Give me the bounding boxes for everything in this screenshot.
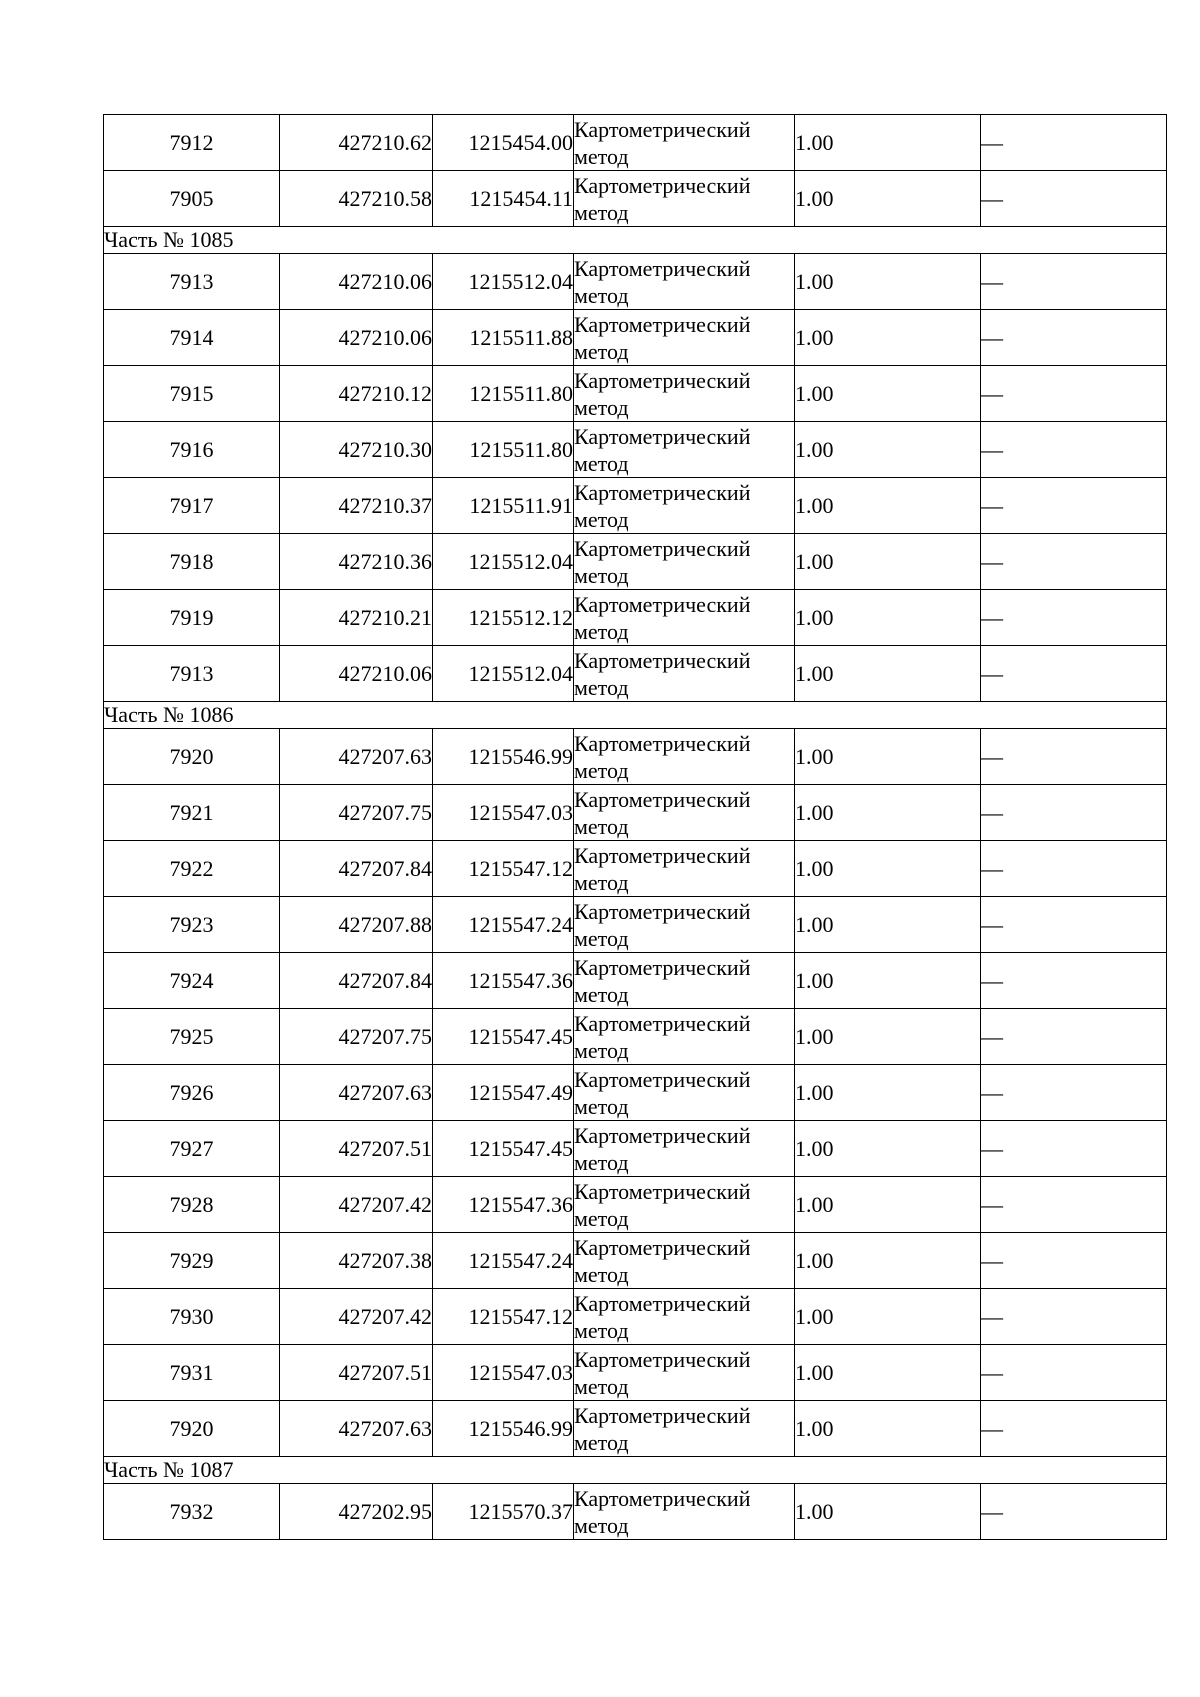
method-line-1: Картометрический (574, 954, 751, 980)
method-line-2: метод (574, 757, 629, 783)
note-cell: — (981, 171, 1167, 227)
table-row (104, 590, 1167, 646)
point-number-cell: 7919 (104, 590, 280, 646)
x-coordinate-cell: 427207.63 (280, 1065, 433, 1121)
point-number-cell: 7930 (104, 1289, 280, 1345)
x-coordinate-cell: 427210.06 (280, 254, 433, 310)
x-coordinate-cell: 427207.42 (280, 1177, 433, 1233)
method-cell (574, 115, 795, 171)
table-row (104, 254, 1167, 310)
y-coordinate-cell: 1215547.12 (433, 841, 574, 897)
x-coordinate-cell: 427207.63 (280, 1401, 433, 1457)
method-line-1: Картометрический (574, 367, 751, 393)
y-coordinate-cell: 1215546.99 (433, 1401, 574, 1457)
point-number-cell: 7913 (104, 646, 280, 702)
method-line-1: Картометрический (574, 423, 751, 449)
method-line-2: метод (574, 1373, 629, 1399)
accuracy-cell: 1.00 (795, 1345, 981, 1401)
method-line-2: метод (574, 618, 629, 644)
method-line-2: метод (574, 450, 629, 476)
point-number-cell: 7924 (104, 953, 280, 1009)
section-header-row (104, 702, 1167, 729)
table-row (104, 1121, 1167, 1177)
point-number-cell: 7914 (104, 310, 280, 366)
accuracy-cell: 1.00 (795, 1121, 981, 1177)
y-coordinate-cell: 1215512.12 (433, 590, 574, 646)
y-coordinate-cell: 1215454.11 (433, 171, 574, 227)
point-number-cell: 7905 (104, 171, 280, 227)
method-line-2: метод (574, 869, 629, 895)
method-line-2: метод (574, 1261, 629, 1287)
y-coordinate-cell: 1215547.03 (433, 785, 574, 841)
method-cell (574, 953, 795, 1009)
section-title: Часть № 1085 (104, 227, 1167, 254)
method-cell (574, 422, 795, 478)
accuracy-cell: 1.00 (795, 366, 981, 422)
accuracy-cell: 1.00 (795, 534, 981, 590)
accuracy-cell: 1.00 (795, 422, 981, 478)
method-line-1: Картометрический (574, 591, 751, 617)
note-cell: — (981, 1484, 1167, 1540)
method-line-2: метод (574, 813, 629, 839)
method-line-2: метод (574, 506, 629, 532)
y-coordinate-cell: 1215547.03 (433, 1345, 574, 1401)
y-coordinate-cell: 1215547.36 (433, 1177, 574, 1233)
note-cell: — (981, 1009, 1167, 1065)
y-coordinate-cell: 1215511.88 (433, 310, 574, 366)
method-cell (574, 1009, 795, 1065)
x-coordinate-cell: 427210.62 (280, 115, 433, 171)
section-header-row (104, 1457, 1167, 1484)
note-cell: — (981, 115, 1167, 171)
method-line-2: метод (574, 199, 629, 225)
point-number-cell: 7932 (104, 1484, 280, 1540)
table-row (104, 422, 1167, 478)
method-cell (574, 310, 795, 366)
point-number-cell: 7920 (104, 729, 280, 785)
method-line-2: метод (574, 674, 629, 700)
method-cell (574, 1484, 795, 1540)
y-coordinate-cell: 1215547.36 (433, 953, 574, 1009)
table-row (104, 1345, 1167, 1401)
table-row (104, 953, 1167, 1009)
point-number-cell: 7917 (104, 478, 280, 534)
y-coordinate-cell: 1215547.49 (433, 1065, 574, 1121)
method-line-2: метод (574, 1205, 629, 1231)
table-body (104, 115, 1167, 1540)
accuracy-cell: 1.00 (795, 1233, 981, 1289)
point-number-cell: 7928 (104, 1177, 280, 1233)
accuracy-cell: 1.00 (795, 646, 981, 702)
y-coordinate-cell: 1215546.99 (433, 729, 574, 785)
note-cell: — (981, 729, 1167, 785)
x-coordinate-cell: 427207.51 (280, 1345, 433, 1401)
note-cell: — (981, 785, 1167, 841)
method-line-2: метод (574, 143, 629, 169)
method-line-1: Картометрический (574, 786, 751, 812)
method-line-1: Картометрический (574, 1010, 751, 1036)
note-cell: — (981, 1121, 1167, 1177)
method-line-1: Картометрический (574, 535, 751, 561)
method-cell (574, 590, 795, 646)
method-cell (574, 171, 795, 227)
table-row (104, 171, 1167, 227)
method-line-1: Картометрический (574, 1485, 751, 1511)
note-cell: — (981, 590, 1167, 646)
accuracy-cell: 1.00 (795, 254, 981, 310)
note-cell: — (981, 1289, 1167, 1345)
method-line-2: метод (574, 1512, 629, 1538)
method-line-2: метод (574, 1429, 629, 1455)
coordinates-table (103, 114, 1167, 1540)
method-line-1: Картометрический (574, 172, 751, 198)
y-coordinate-cell: 1215511.91 (433, 478, 574, 534)
point-number-cell: 7926 (104, 1065, 280, 1121)
y-coordinate-cell: 1215547.12 (433, 1289, 574, 1345)
method-line-1: Картометрический (574, 1402, 751, 1428)
note-cell: — (981, 1401, 1167, 1457)
accuracy-cell: 1.00 (795, 1065, 981, 1121)
accuracy-cell: 1.00 (795, 953, 981, 1009)
method-line-2: метод (574, 394, 629, 420)
point-number-cell: 7921 (104, 785, 280, 841)
method-cell (574, 646, 795, 702)
method-line-2: метод (574, 1317, 629, 1343)
y-coordinate-cell: 1215547.45 (433, 1009, 574, 1065)
method-line-1: Картометрический (574, 1234, 751, 1260)
y-coordinate-cell: 1215454.00 (433, 115, 574, 171)
method-line-1: Картометрический (574, 1122, 751, 1148)
point-number-cell: 7920 (104, 1401, 280, 1457)
method-cell (574, 1289, 795, 1345)
method-line-1: Картометрический (574, 898, 751, 924)
x-coordinate-cell: 427210.30 (280, 422, 433, 478)
x-coordinate-cell: 427207.63 (280, 729, 433, 785)
y-coordinate-cell: 1215570.37 (433, 1484, 574, 1540)
x-coordinate-cell: 427210.06 (280, 310, 433, 366)
y-coordinate-cell: 1215511.80 (433, 422, 574, 478)
method-line-1: Картометрический (574, 842, 751, 868)
point-number-cell: 7922 (104, 841, 280, 897)
method-line-1: Картометрический (574, 647, 751, 673)
table-row (104, 1401, 1167, 1457)
method-line-2: метод (574, 1037, 629, 1063)
accuracy-cell: 1.00 (795, 478, 981, 534)
accuracy-cell: 1.00 (795, 785, 981, 841)
point-number-cell: 7925 (104, 1009, 280, 1065)
method-line-1: Картометрический (574, 1346, 751, 1372)
table-row (104, 785, 1167, 841)
method-line-1: Картометрический (574, 479, 751, 505)
method-cell (574, 478, 795, 534)
accuracy-cell: 1.00 (795, 310, 981, 366)
note-cell: — (981, 1065, 1167, 1121)
method-line-1: Картометрический (574, 116, 751, 142)
point-number-cell: 7916 (104, 422, 280, 478)
note-cell: — (981, 841, 1167, 897)
x-coordinate-cell: 427202.95 (280, 1484, 433, 1540)
method-line-2: метод (574, 925, 629, 951)
method-cell (574, 1121, 795, 1177)
x-coordinate-cell: 427207.75 (280, 1009, 433, 1065)
y-coordinate-cell: 1215512.04 (433, 534, 574, 590)
x-coordinate-cell: 427210.21 (280, 590, 433, 646)
point-number-cell: 7918 (104, 534, 280, 590)
note-cell: — (981, 953, 1167, 1009)
method-cell (574, 1345, 795, 1401)
point-number-cell: 7913 (104, 254, 280, 310)
x-coordinate-cell: 427210.37 (280, 478, 433, 534)
accuracy-cell: 1.00 (795, 1177, 981, 1233)
method-cell (574, 534, 795, 590)
table-row (104, 1065, 1167, 1121)
accuracy-cell: 1.00 (795, 115, 981, 171)
x-coordinate-cell: 427207.75 (280, 785, 433, 841)
point-number-cell: 7912 (104, 115, 280, 171)
method-cell (574, 785, 795, 841)
method-cell (574, 841, 795, 897)
table-row (104, 1009, 1167, 1065)
accuracy-cell: 1.00 (795, 897, 981, 953)
accuracy-cell: 1.00 (795, 590, 981, 646)
method-cell (574, 366, 795, 422)
note-cell: — (981, 310, 1167, 366)
y-coordinate-cell: 1215511.80 (433, 366, 574, 422)
note-cell: — (981, 1233, 1167, 1289)
method-line-1: Картометрический (574, 311, 751, 337)
x-coordinate-cell: 427207.88 (280, 897, 433, 953)
x-coordinate-cell: 427210.36 (280, 534, 433, 590)
accuracy-cell: 1.00 (795, 171, 981, 227)
method-line-2: метод (574, 338, 629, 364)
note-cell: — (981, 366, 1167, 422)
section-header-row (104, 227, 1167, 254)
y-coordinate-cell: 1215547.24 (433, 897, 574, 953)
method-line-1: Картометрический (574, 255, 751, 281)
table-row (104, 115, 1167, 171)
point-number-cell: 7915 (104, 366, 280, 422)
method-line-1: Картометрический (574, 1178, 751, 1204)
note-cell: — (981, 534, 1167, 590)
accuracy-cell: 1.00 (795, 1484, 981, 1540)
method-cell (574, 1065, 795, 1121)
method-line-2: метод (574, 981, 629, 1007)
x-coordinate-cell: 427207.84 (280, 841, 433, 897)
table-row (104, 1177, 1167, 1233)
accuracy-cell: 1.00 (795, 841, 981, 897)
method-cell (574, 897, 795, 953)
x-coordinate-cell: 427210.12 (280, 366, 433, 422)
table-row (104, 534, 1167, 590)
method-cell (574, 1177, 795, 1233)
table-row (104, 1289, 1167, 1345)
table-row (104, 897, 1167, 953)
x-coordinate-cell: 427207.38 (280, 1233, 433, 1289)
x-coordinate-cell: 427207.42 (280, 1289, 433, 1345)
y-coordinate-cell: 1215547.45 (433, 1121, 574, 1177)
note-cell: — (981, 422, 1167, 478)
method-cell (574, 1233, 795, 1289)
accuracy-cell: 1.00 (795, 1009, 981, 1065)
note-cell: — (981, 646, 1167, 702)
section-title: Часть № 1086 (104, 702, 1167, 729)
note-cell: — (981, 254, 1167, 310)
method-cell (574, 254, 795, 310)
point-number-cell: 7931 (104, 1345, 280, 1401)
table-row (104, 729, 1167, 785)
x-coordinate-cell: 427210.06 (280, 646, 433, 702)
accuracy-cell: 1.00 (795, 1401, 981, 1457)
method-line-2: метод (574, 1093, 629, 1119)
method-line-2: метод (574, 282, 629, 308)
method-line-2: метод (574, 562, 629, 588)
table-row (104, 1484, 1167, 1540)
note-cell: — (981, 478, 1167, 534)
method-line-1: Картометрический (574, 730, 751, 756)
x-coordinate-cell: 427207.84 (280, 953, 433, 1009)
table-row (104, 310, 1167, 366)
table-row (104, 1233, 1167, 1289)
method-line-1: Картометрический (574, 1066, 751, 1092)
y-coordinate-cell: 1215512.04 (433, 254, 574, 310)
table-row (104, 366, 1167, 422)
method-cell (574, 1401, 795, 1457)
accuracy-cell: 1.00 (795, 1289, 981, 1345)
y-coordinate-cell: 1215512.04 (433, 646, 574, 702)
accuracy-cell: 1.00 (795, 729, 981, 785)
x-coordinate-cell: 427207.51 (280, 1121, 433, 1177)
point-number-cell: 7923 (104, 897, 280, 953)
method-line-2: метод (574, 1149, 629, 1175)
point-number-cell: 7929 (104, 1233, 280, 1289)
section-title: Часть № 1087 (104, 1457, 1167, 1484)
note-cell: — (981, 897, 1167, 953)
table-row (104, 478, 1167, 534)
method-line-1: Картометрический (574, 1290, 751, 1316)
table-row (104, 841, 1167, 897)
point-number-cell: 7927 (104, 1121, 280, 1177)
table-row (104, 646, 1167, 702)
note-cell: — (981, 1177, 1167, 1233)
x-coordinate-cell: 427210.58 (280, 171, 433, 227)
note-cell: — (981, 1345, 1167, 1401)
method-cell (574, 729, 795, 785)
y-coordinate-cell: 1215547.24 (433, 1233, 574, 1289)
